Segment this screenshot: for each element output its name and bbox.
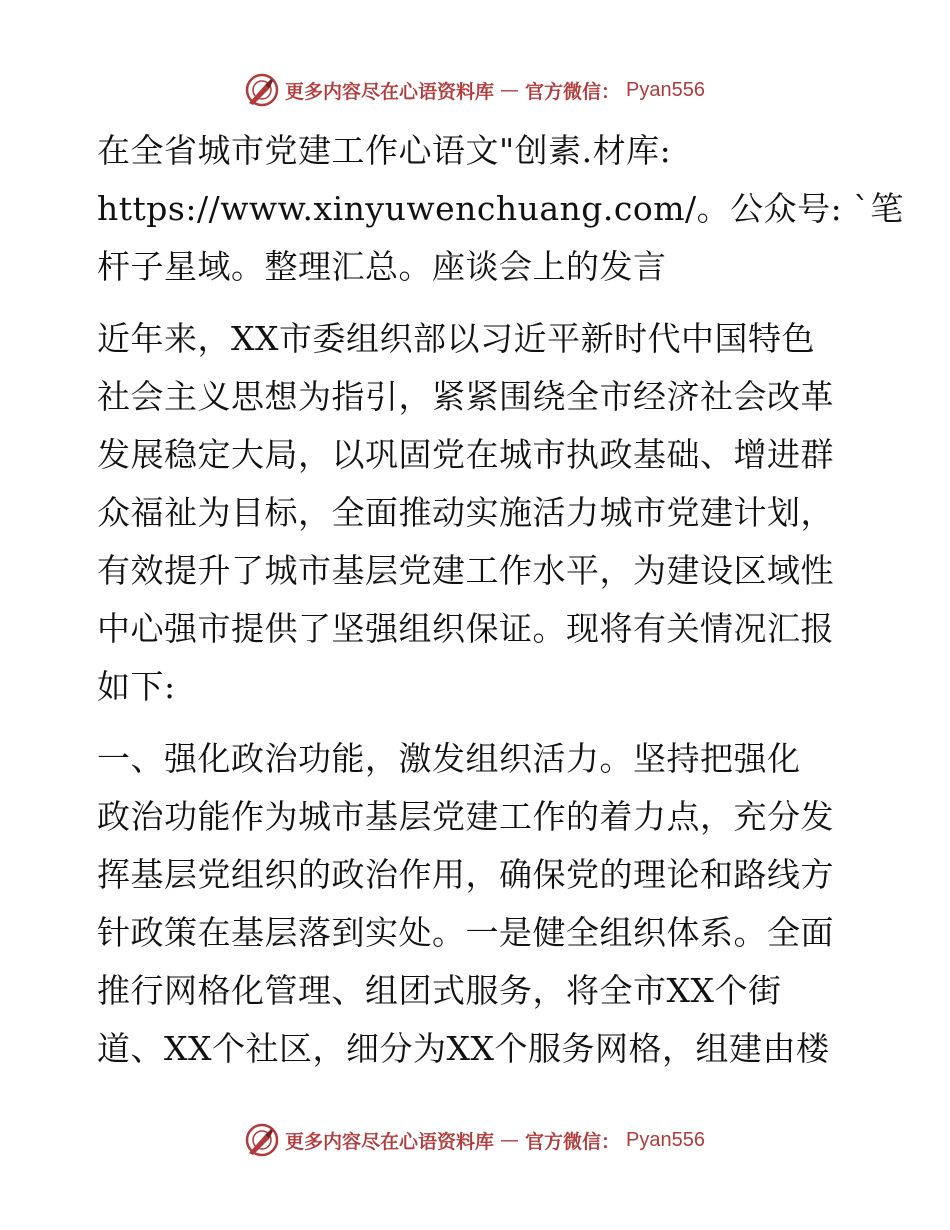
pen-logo-icon [245, 73, 279, 107]
text-line: 一、强化政治功能，激发组织活力。坚持把强化 [97, 739, 801, 778]
text-line: 推行网格化管理、组团式服务，将全市XX个街 [97, 971, 782, 1010]
text-line: 杆子星域。整理汇总。座谈会上的发言 [97, 247, 667, 286]
text-line: 社会主义思想为指引，紧紧围绕全市经济社会改革 [97, 377, 834, 416]
text-line: 发展稳定大局，以巩固党在城市执政基础、增进群 [97, 435, 834, 474]
banner-title: 更多内容尽在心语资料库 [285, 80, 495, 103]
paragraph-section-one [97, 730, 857, 1078]
text-line: 如下: [97, 667, 176, 706]
banner-dash: — [500, 1129, 520, 1151]
banner-wechat-id: Pyan556 [626, 1128, 705, 1151]
text-line: 挥基层党组织的政治作用，确保党的理论和路线方 [97, 855, 834, 894]
text-line: https://www.xinyuwenchuang.com/。公众号: `笔 [97, 189, 904, 228]
text-line: 众福祉为目标，全面推动实施活力城市党建计划， [97, 493, 834, 532]
banner-wechat-label: 官方微信： [525, 80, 621, 103]
pen-logo-icon [245, 1123, 279, 1157]
paragraph-overview [97, 310, 857, 716]
text-line: 道、XX个社区，细分为XX个服务网格，组建由楼 [97, 1029, 830, 1068]
banner-wechat-id: Pyan556 [626, 78, 705, 101]
banner-title: 更多内容尽在心语资料库 [285, 1130, 495, 1153]
banner-wechat-label: 官方微信： [525, 1130, 621, 1153]
text-line: 有效提升了城市基层党建工作水平，为建设区域性 [97, 551, 834, 590]
banner-dash: — [500, 79, 520, 101]
paragraph-intro [97, 122, 904, 296]
text-line: 政治功能作为城市基层党建工作的着力点，充分发 [97, 797, 834, 836]
text-line: 针政策在基层落到实处。一是健全组织体系。全面 [97, 913, 834, 952]
header-banner [0, 70, 950, 110]
text-line: 中心强市提供了坚强组织保证。现将有关情况汇报 [97, 609, 834, 648]
footer-banner [0, 1120, 950, 1160]
text-line: 近年来，XX市委组织部以习近平新时代中国特色 [97, 319, 815, 358]
text-line: 在全省城市党建工作心语文"创素.材库: [97, 131, 672, 170]
document-body [97, 122, 904, 1078]
